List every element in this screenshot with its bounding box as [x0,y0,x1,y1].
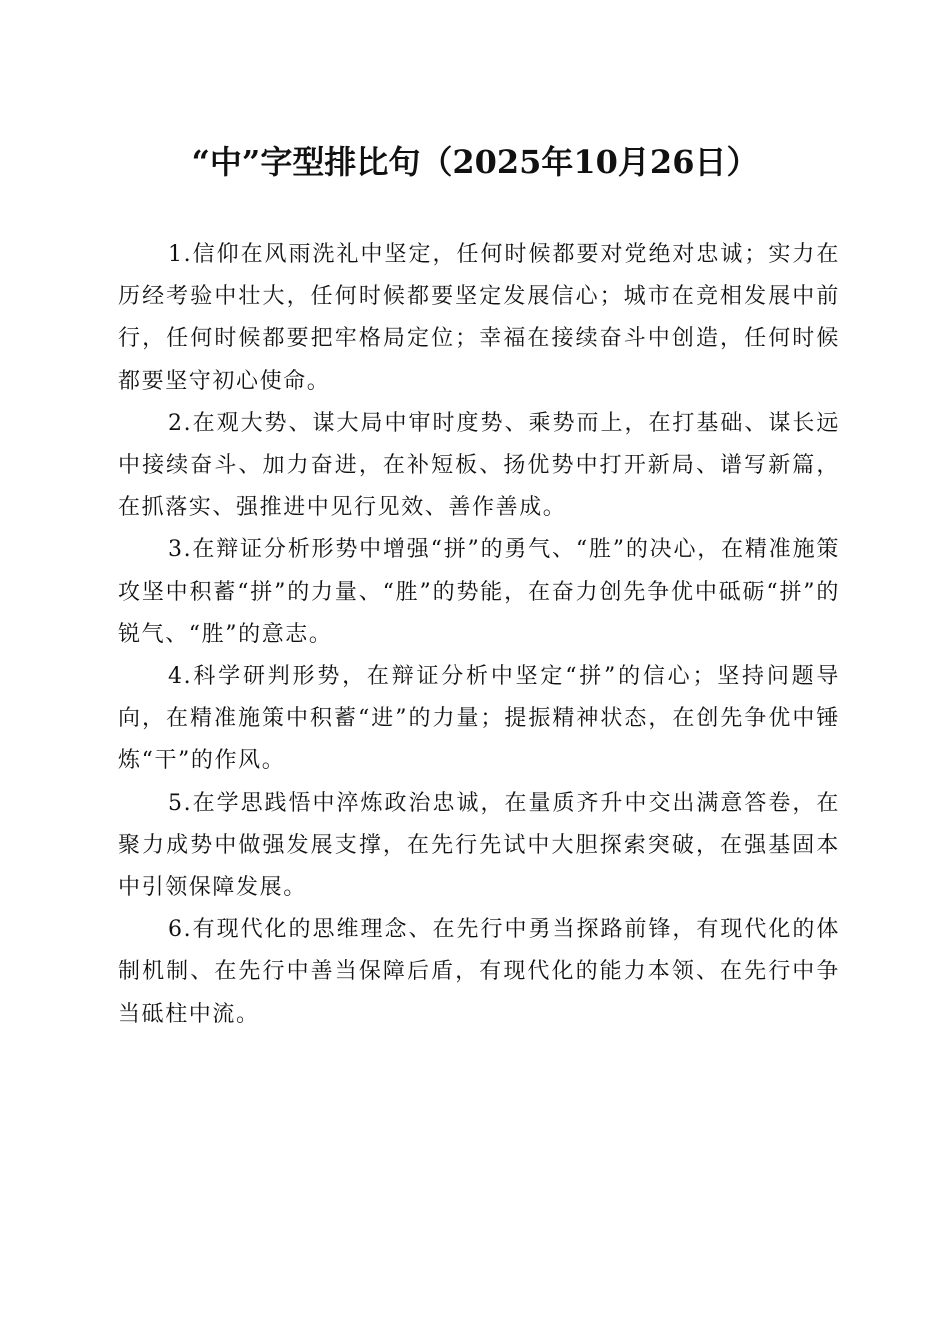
paragraph-4: 4.科学研判形势，在辩证分析中坚定“拼”的信心；坚持问题导向，在精准施策中积蓄“进”的力量；提振精神状态，在创先争优中锤炼“干”的作风。 [118,664,840,774]
paragraph-3: 3.在辩证分析形势中增强“拼”的勇气、“胜”的决心，在精准施策攻坚中积蓄“拼”的力量、“胜”的势能，在奋力创先争优中砥砺“拼”的锐气、“胜”的意志。 [118,537,840,647]
paragraph-1: 1.信仰在风雨洗礼中坚定，任何时候都要对党绝对忠诚；实力在历经考验中壮大，任何时候都要坚定发展信心；城市在竞相发展中前行，任何时候都要把牢格局定位；幸福在接续奋斗中创造，任何时候都要坚守初心使命。 [118,242,840,394]
paragraph-2: 2.在观大势、谋大局中审时度势、乘势而上，在打基础、谋长远中接续奋斗、加力奋进，在补短板、扬优势中打开新局、谱写新篇，在抓落实、强推进中见行见效、善作善成。 [118,410,840,521]
paragraph-5: 5.在学思践悟中淬炼政治忠诚，在量质齐升中交出满意答卷，在聚力成势中做强发展支撑，在先行先试中大胆探索突破，在强基固本中引领保障发展。 [118,790,840,901]
document-body [118,234,840,1036]
document-title: “中”字型排比句（2025年10月26日） [191,143,759,181]
paragraph-6: 6.有现代化的思维理念、在先行中勇当探路前锋，有现代化的体制机制、在先行中善当保障后盾，有现代化的能力本领、在先行中争当砥柱中流。 [118,917,840,1027]
